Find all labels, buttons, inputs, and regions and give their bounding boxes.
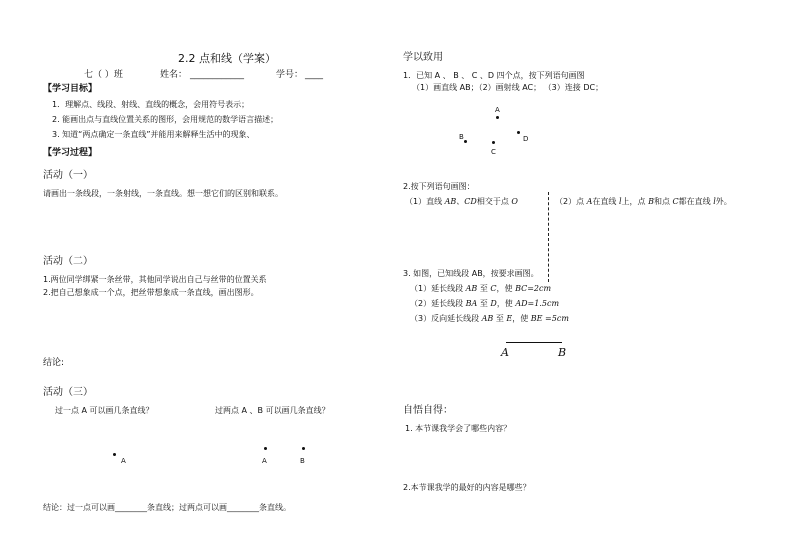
point-c (492, 141, 495, 144)
point-c-label: C (491, 148, 496, 156)
activity-1-heading: 活动（一） (43, 170, 93, 181)
practice-question-3-item: （3）反向延长线段 AB 至 E，使 BE =5cm (410, 314, 569, 323)
dashed-divider-line (548, 192, 549, 282)
practice-question-3: 3. 如图，已知线段 AB，按要求画图。 (403, 269, 539, 278)
practice-question-3-item: （1）延长线段 AB 至 C，使 BC=2cm (410, 284, 552, 293)
objectives-heading: 【学习目标】 (43, 84, 98, 94)
name-label: 姓名： (160, 70, 188, 80)
activity-3-question-2: 过两点 A 、B 可以画几条直线？ (215, 406, 330, 415)
activity-1-text: 请画出一条线段，一条射线，一条直线。想一想它们的区别和联系。 (43, 189, 283, 198)
point-a-two-points-label: A (262, 457, 267, 465)
point-d-label: D (523, 135, 529, 143)
student-id-blank[interactable]: ____ (305, 70, 323, 80)
reflection-heading: 自悟自得： (403, 405, 453, 416)
class-label: 七（ ）班 (84, 70, 123, 80)
conclusion-2: 结论：过一点可以画________条直线；过两点可以画________条直线。 (43, 503, 291, 512)
reflection-question-2: 2.本节课我学的最好的内容是哪些？ (403, 483, 531, 492)
activity-2-heading: 活动（二） (43, 256, 93, 267)
point-b-two-points-label: B (300, 457, 305, 465)
student-id-label: 学号： (276, 70, 304, 80)
point-a (496, 116, 499, 119)
conclusion-1: 结论: (43, 358, 65, 368)
point-b-two-points (302, 447, 305, 450)
point-b (464, 140, 467, 143)
practice-question-1: 1．已知 A 、 B 、 C 、D 四个点，按下列语句画图 (403, 71, 585, 80)
practice-question-3-item: （2）延长线段 BA 至 D，使 AD=1.5cm (410, 299, 560, 308)
segment-b-label: B (558, 346, 567, 359)
objective-item: 3. 知道“两点确定一条直线”并能用来解释生活中的现象、 (52, 130, 255, 139)
practice-question-2-sub-2: （2）点 A在直线 l上，点 B和点 C都在直线 l外。 (555, 197, 732, 206)
practice-question-2-sub-1: （1）直线 AB、CD相交于点 O (405, 197, 518, 206)
reflection-question-1: 1. 本节课我学会了哪些内容？ (405, 424, 512, 433)
page-title: 2.2 点和线（学案） (178, 52, 276, 65)
activity-3-heading: 活动（三） (43, 387, 93, 398)
activity-2-line: 2.把自己想象成一个点，把丝带想象成一条直线，画出图形。 (43, 288, 259, 297)
objective-item: 2. 能画出点与直线位置关系的图形，会用规范的数学语言描述； (52, 115, 279, 124)
name-blank[interactable]: ____________ (190, 70, 244, 80)
activity-2-line: 1.两位同学绑紧一条丝带，其他同学说出自己与丝带的位置关系 (43, 275, 267, 284)
objective-item: 1．理解点、线段、射线、直线的概念，会用符号表示； (52, 100, 250, 109)
segment-a-label: A (501, 346, 509, 359)
point-a-one-point (113, 453, 116, 456)
point-d (517, 131, 520, 134)
point-a-label: A (495, 106, 500, 114)
activity-3-question-1: 过一点 A 可以画几条直线？ (55, 406, 154, 415)
segment-ab (506, 342, 562, 343)
point-a-one-point-label: A (121, 457, 126, 465)
practice-question-1-sub: （1）画直线 AB；（2）画射线 AC； （3）连接 DC； (412, 83, 604, 92)
practice-heading: 学以致用 (403, 52, 443, 63)
process-heading: 【学习过程】 (43, 148, 98, 158)
point-b-label: B (459, 133, 464, 141)
point-a-two-points (264, 447, 267, 450)
practice-question-2: 2.按下列语句画图： (403, 182, 475, 191)
